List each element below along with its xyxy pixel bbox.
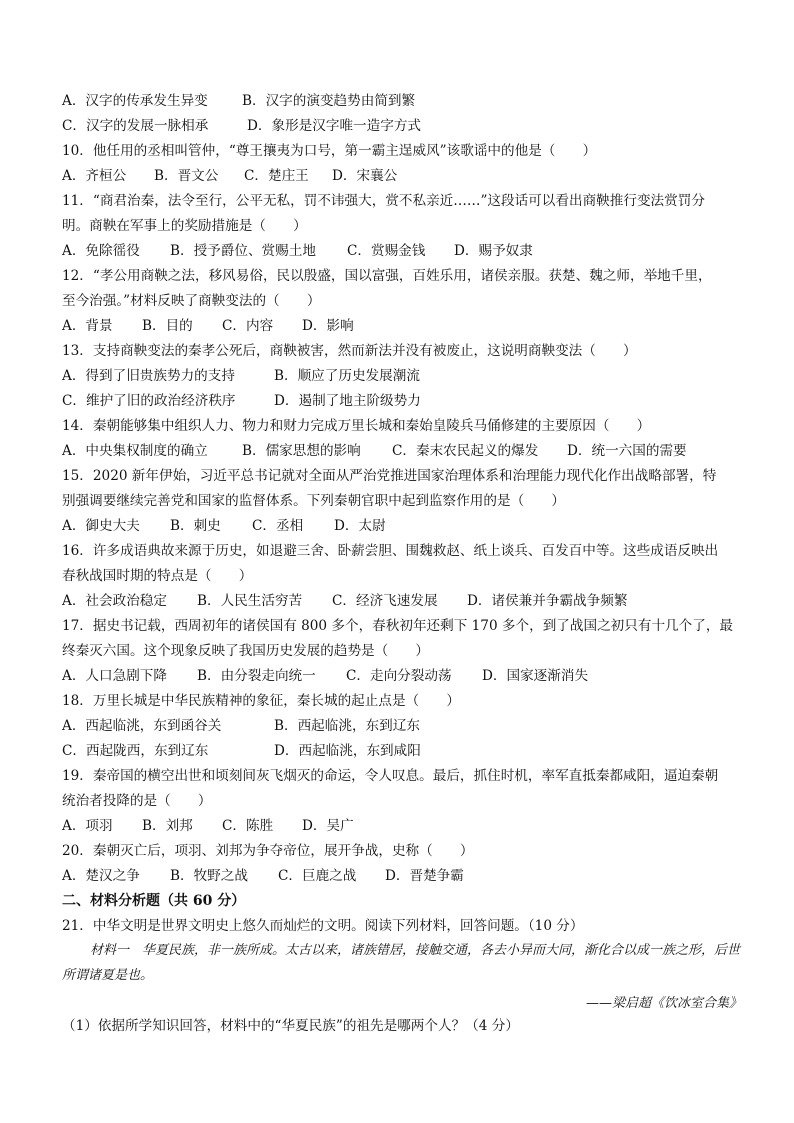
q18-option-c: C．西起陇西，东到辽东	[62, 743, 209, 759]
q15-option-d: D．太尉	[334, 518, 386, 534]
material-1: 材料一 华夏民族，非一族所成。太古以来，诸族错居，接触交通，各去小异而大同，渐化合以成一族之形，后世所谓诸夏是也。	[62, 943, 741, 983]
q9-option-d: D．象形是汉字唯一造字方式	[247, 118, 422, 134]
question-16-stem-line2: 春秋战国时期的特点是（ ）	[62, 568, 253, 584]
section-2-title: 二、材料分析题（共 60 分）	[62, 893, 246, 909]
q20-option-b: B．牧野之战	[170, 868, 248, 884]
question-21-sub-1: （1）依据所学知识回答，材料中的“华夏民族”的祖先是哪两个人？（4 分）	[62, 1018, 519, 1034]
question-12-stem-line1: 12．“孝公用商鞅之法，移风易俗，民以殷盛，国以富强，百姓乐用，诸侯亲服。获楚、魏之师，举地千里，	[62, 268, 712, 284]
question-16-stem-line1: 16．许多成语典故来源于历史，如退避三舍、卧薪尝胆、围魏救赵、纸上谈兵、百发百中等。这些成语反映出	[62, 543, 719, 559]
q11-option-c: C．赏赐金钱	[347, 243, 426, 259]
question-13-stem: 13．支持商鞅变法的秦孝公死后，商鞅被害，然而新法并没有被废止，这说明商鞅变法（ ）	[62, 343, 637, 359]
question-19-stem-line1: 19．秦帝国的横空出世和顷刻间灰飞烟灭的命运，令人叹息。最后，抓住时机，率军直抵秦都咸阳，逼迫秦朝	[62, 768, 719, 784]
q19-option-b: B．刘邦	[142, 818, 193, 834]
q10-option-a: A．齐桓公	[62, 168, 127, 184]
q15-option-b: B．刺史	[170, 518, 221, 534]
q20-option-c: C．巨鹿之战	[278, 868, 357, 884]
q14-option-d: D．统一六国的需要	[567, 443, 687, 459]
q12-option-d: D．影响	[302, 318, 354, 334]
q12-option-a: A．背景	[62, 318, 113, 334]
q12-option-c: C．内容	[222, 318, 274, 334]
question-17-stem-line1: 17．据史书记载，西周初年的诸侯国有 800 多个，春秋初年还剩下 170 多个，到了战国之初只有十几个了，最	[62, 618, 734, 634]
q20-option-a: A．楚汉之争	[62, 868, 140, 884]
q15-option-a: A．御史大夫	[62, 518, 140, 534]
q16-option-b: B．人民生活穷苦	[197, 593, 303, 609]
q10-option-d: D．宋襄公	[332, 168, 398, 184]
question-11-stem-line2: 明。商鞅在军事上的奖励措施是（ ）	[62, 218, 307, 234]
q13-option-c: C．维护了旧的政治经济秩序	[62, 393, 236, 409]
question-14-stem: 14．秦朝能够集中组织人力、物力和财力完成万里长城和秦始皇陵兵马俑修建的主要原因（ ）	[62, 418, 651, 434]
question-20-stem: 20．秦朝灭亡后，项羽、刘邦为争夺帝位，展开争战，史称（ ）	[62, 843, 474, 859]
question-18-stem: 18．万里长城是中华民族精神的象征，秦长城的起止点是（ ）	[62, 693, 460, 709]
q13-option-b: B．顺应了历史发展潮流	[274, 368, 420, 384]
q16-option-c: C．经济飞速发展	[332, 593, 438, 609]
q18-option-d: D．西起临洮，东到咸阳	[274, 743, 421, 759]
material-1-source: ——梁启超《饮冰室合集》	[585, 996, 742, 1011]
q17-option-c: C．走向分裂动荡	[346, 668, 452, 684]
q11-option-b: B．授予爵位、赏赐土地	[170, 243, 316, 259]
q20-option-d: D．晋楚争霸	[385, 868, 464, 884]
question-17-stem-line2: 终秦灭六国。这个现象反映了我国历史发展的趋势是（ ）	[62, 643, 430, 659]
q10-option-b: B．晋文公	[154, 168, 219, 184]
question-11-stem-line1: 11．“商君治秦，法令至行，公平无私，罚不讳强大，赏不私亲近……”这段话可以看出商鞅推行变法赏罚分	[62, 193, 705, 209]
q19-option-a: A．项羽	[62, 818, 113, 834]
question-10-stem: 10．他任用的丞相叫管仲，“尊王攘夷为口号，第一霸主逞威风”该歌谣中的他是（ ）	[62, 143, 597, 159]
q18-option-b: B．西起临洮，东到辽东	[274, 718, 420, 734]
q11-option-a: A．免除徭役	[62, 243, 140, 259]
q19-option-d: D．吴广	[302, 818, 354, 834]
q11-option-d: D．赐予奴隶	[454, 243, 533, 259]
q17-option-a: A．人口急剧下降	[62, 668, 167, 684]
q15-option-c: C．丞相	[252, 518, 304, 534]
question-19-stem-line2: 统治者投降的是（ ）	[62, 793, 212, 809]
q19-option-c: C．陈胜	[222, 818, 274, 834]
q17-option-d: D．国家逐渐消失	[482, 668, 589, 684]
q9-option-a: A．汉字的传承发生异变	[62, 93, 208, 109]
question-15-stem-line1: 15．2020 新年伊始，习近平总书记就对全面从严治党推进国家治理体系和治理能力现代化作出战略部署，特	[62, 468, 717, 484]
q13-option-d: D．遏制了地主阶级势力	[274, 393, 421, 409]
q13-option-a: A．得到了旧贵族势力的支持	[62, 368, 235, 384]
q10-option-c: C．楚庄王	[244, 168, 309, 184]
q12-option-b: B．目的	[142, 318, 193, 334]
q17-option-b: B．由分裂走向统一	[197, 668, 316, 684]
q14-option-b: B．儒家思想的影响	[242, 443, 361, 459]
q9-option-c: C．汉字的发展一脉相承	[62, 118, 209, 134]
q16-option-a: A．社会政治稳定	[62, 593, 167, 609]
q9-option-b: B．汉字的演变趋势由简到繁	[242, 93, 416, 109]
q16-option-d: D．诸侯兼并争霸战争频繁	[467, 593, 628, 609]
question-21-stem: 21．中华文明是世界文明史上悠久而灿烂的文明。阅读下列材料，回答问题。（10 分）	[62, 918, 584, 934]
q14-option-c: C．秦末农民起义的爆发	[392, 443, 539, 459]
q14-option-a: A．中央集权制度的确立	[62, 443, 208, 459]
question-15-stem-line2: 别强调要继续完善党和国家的监督体系。下列秦朝官职中起到监察作用的是（ ）	[62, 493, 565, 509]
question-12-stem-line2: 至今治强。”材料反映了商鞅变法的（ ）	[62, 293, 321, 309]
q18-option-a: A．西起临洮，东到函谷关	[62, 718, 222, 734]
